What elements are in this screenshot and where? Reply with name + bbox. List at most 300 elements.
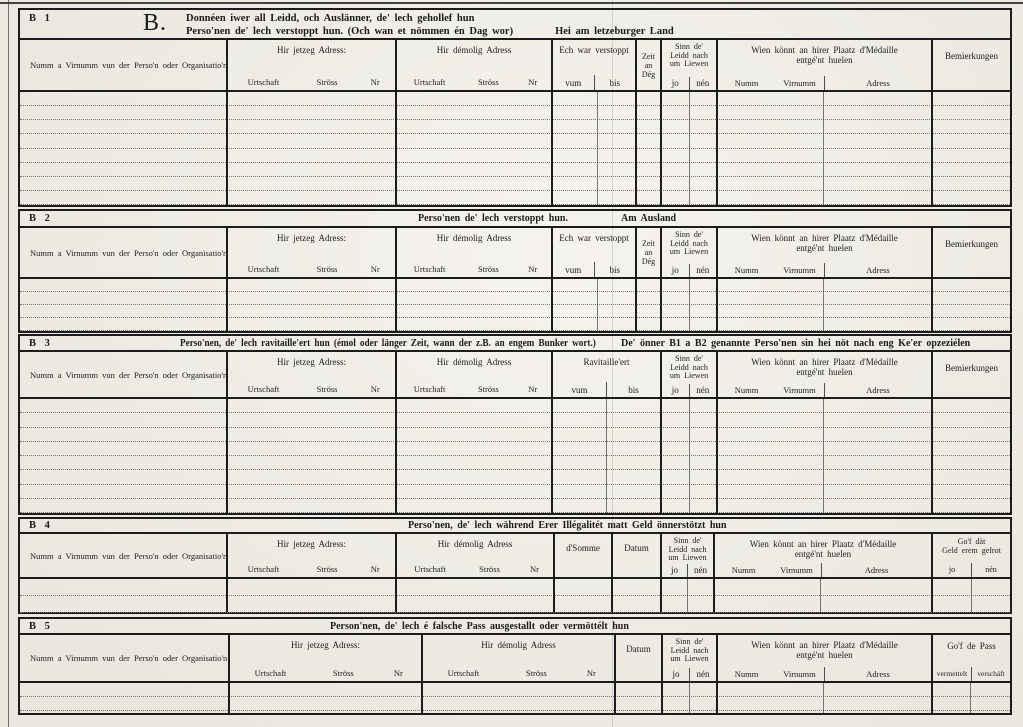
col-former-address-label: Hir démolig Adress <box>436 45 512 55</box>
col-remarks-label: Bemierkungen <box>945 363 998 373</box>
section-b1-header <box>20 40 1010 92</box>
section-b3-body <box>20 399 1010 513</box>
col-former-address-label: Hir démolig Adress <box>436 233 512 243</box>
subcol-stross: Ströss <box>525 668 547 678</box>
subcol-jo: jo <box>948 565 956 574</box>
subcols-address <box>397 264 551 277</box>
section-b1-body <box>20 92 1010 205</box>
subcols-address <box>230 668 421 681</box>
column-divider <box>713 579 715 612</box>
scan-edge-left <box>8 0 9 727</box>
subcols-jo-nen <box>933 563 1010 577</box>
section-b1 <box>18 8 1012 207</box>
section-b5-title: Person'nen, de' lech é falsche Pass ausgestallt oder vermöttélt hun <box>330 621 629 632</box>
subcol-nr: Nr <box>370 77 380 87</box>
form-letter: B. <box>143 10 168 36</box>
subcol-virnumm: Virnumm <box>783 669 816 679</box>
column-divider <box>395 399 397 513</box>
subcol-adress: Adress <box>824 76 931 90</box>
section-b3-header <box>20 352 1010 399</box>
subcol-stross: Ströss <box>477 77 499 87</box>
medal-line-1: Wien könnt an hirer Plaatz d'Médaille <box>751 640 898 650</box>
subcol-virnumm: Virnumm <box>780 565 813 575</box>
subcol-vum: vum <box>565 265 582 275</box>
alive-line-3: um Liewen <box>669 59 709 68</box>
column-divider <box>660 279 662 331</box>
money-line-1: Go'f dät <box>957 537 986 546</box>
blank-entry-row <box>20 697 1010 711</box>
subcol-numm: Numm <box>734 385 759 395</box>
title-line-2-right: Hei am letzeburger Land <box>555 26 674 37</box>
subcols-address <box>397 564 553 577</box>
subcol-virnumm: Virnumm <box>783 265 816 275</box>
subcol-jo: jo <box>672 669 680 679</box>
subcol-numm: Numm <box>734 265 759 275</box>
subcols-vum-bis <box>553 75 635 90</box>
subcols-address <box>397 384 551 397</box>
zeit-line-1: Zeit <box>642 239 655 248</box>
col-datum-label: Datum <box>624 543 649 553</box>
col-zeit-an-deg <box>637 228 662 277</box>
col-name <box>20 635 230 681</box>
section-b2-body <box>20 279 1010 331</box>
col-name <box>20 228 228 277</box>
column-divider <box>611 579 613 612</box>
alive-line-1: Sinn de' <box>673 536 702 545</box>
subcol-vum: vum <box>565 78 582 88</box>
subcolumn-divider <box>823 399 824 513</box>
subcol-nen: nén <box>689 384 717 397</box>
subcols-address <box>228 564 395 577</box>
col-name <box>20 534 228 577</box>
col-medal-label <box>718 40 931 65</box>
alive-line-3: um Liewen <box>670 654 709 663</box>
column-divider <box>931 92 933 205</box>
zeit-line-2: an <box>644 60 653 70</box>
alive-line-1: Sinn de' <box>675 42 703 51</box>
subcol-vermettelt: vermettelt <box>936 669 968 678</box>
subcol-urtschaft: Urtschaft <box>413 384 446 394</box>
col-medal-recipient <box>718 40 933 90</box>
section-b3-title-right: De' önner B1 a B2 genannte Perso'nen sin hei nöt nach eng Ke'er opzeziélen <box>621 338 971 349</box>
col-zeit-an-deg <box>637 40 662 90</box>
column-divider <box>660 579 662 612</box>
subcol-bis: bis <box>606 382 660 397</box>
subcol-urtschaft: Urtschaft <box>247 264 280 274</box>
blank-entry-row <box>20 149 1010 163</box>
subcol-urtschaft: Urtschaft <box>414 564 446 574</box>
col-name-label: Numm a Virnumm vun der Perso'n oder Organisatio'n <box>30 369 228 380</box>
column-divider <box>931 399 933 513</box>
blank-entry-row <box>20 579 1010 596</box>
col-current-address-label: Hir jetzeg Adress: <box>291 640 360 650</box>
col-still-alive-label <box>662 228 716 257</box>
col-datum <box>613 534 662 577</box>
subcols-jo-nen <box>662 77 716 90</box>
section-b2-title: Perso'nen de' lech verstoppt hun. <box>418 213 568 224</box>
col-ravitailleert-period <box>553 352 662 397</box>
section-b2-header <box>20 228 1010 279</box>
blank-entry-row <box>20 442 1010 456</box>
blank-entry-row <box>20 456 1010 470</box>
col-current-address-label: Hir jetzeg Adress: <box>277 233 346 243</box>
section-b5 <box>18 617 1012 715</box>
column-divider <box>635 279 637 331</box>
medal-line-2: entgé'nt huelen <box>796 367 853 377</box>
column-divider <box>228 683 230 713</box>
subcol-nen: nén <box>689 668 716 681</box>
section-b4-title: Perso'nen, de' lech während Erer Illégalitét matt Geld önnerstötzt hun <box>408 520 727 531</box>
column-divider <box>931 279 933 331</box>
subcols-medal <box>718 383 931 397</box>
medal-line-2: entgé'nt huelen <box>796 55 853 65</box>
col-still-alive <box>662 352 718 397</box>
subcol-stross: Ströss <box>316 564 338 574</box>
blank-entry-row <box>20 92 1010 106</box>
col-medal-label <box>718 635 931 660</box>
alive-line-3: um Liewen <box>669 247 709 256</box>
subcol-jo: jo <box>671 385 679 395</box>
section-b2-title-row <box>20 211 1010 228</box>
subcolumn-divider <box>689 683 690 713</box>
column-divider <box>716 683 718 713</box>
subcolumn-divider <box>689 399 690 513</box>
blank-entry-row <box>20 191 1010 205</box>
column-divider <box>931 579 933 612</box>
subcol-adress: Adress <box>824 383 931 397</box>
subcol-vum: vum <box>571 385 588 395</box>
blank-entry-row <box>20 683 1010 697</box>
col-money-returned-label <box>933 534 1010 555</box>
col-somme-label: d'Somme <box>566 543 600 553</box>
subcolumn-divider <box>687 579 688 612</box>
subcol-nr: Nr <box>528 264 538 274</box>
subcols-medal <box>718 667 931 681</box>
subcols-jo-nen <box>662 264 716 277</box>
subcol-urtschaft: Urtschaft <box>247 77 280 87</box>
col-current-address <box>228 534 397 577</box>
col-still-alive <box>662 534 715 577</box>
subcols-medal <box>715 563 931 577</box>
col-hidden-label: Ech war verstoppt <box>559 233 629 243</box>
section-b4-title-row <box>20 519 1010 534</box>
column-divider <box>716 399 718 513</box>
subcol-nr: Nr <box>370 264 380 274</box>
col-current-address <box>230 635 423 681</box>
col-still-alive <box>663 635 718 681</box>
column-divider <box>226 92 228 205</box>
zeit-line-2: an <box>644 248 653 257</box>
subcol-jo: jo <box>671 265 679 275</box>
col-money-returned <box>933 534 1010 577</box>
subcol-nr: Nr <box>370 384 380 394</box>
col-datum <box>616 635 663 681</box>
column-divider <box>716 92 718 205</box>
section-b4-body <box>20 579 1010 612</box>
col-former-address <box>397 228 553 277</box>
col-medal-label <box>718 228 931 253</box>
col-remarks <box>933 352 1010 397</box>
subcol-stross: Ströss <box>316 264 338 274</box>
column-divider <box>421 683 423 713</box>
blank-entry-row <box>20 279 1010 292</box>
subcol-urtschaft: Urtschaft <box>413 77 446 87</box>
subcol-nen: nén <box>689 264 717 277</box>
column-divider <box>395 579 397 612</box>
subcols-address <box>228 77 395 90</box>
subcolumn-divider <box>689 279 690 331</box>
subcol-jo: jo <box>670 565 678 575</box>
col-current-address <box>228 228 397 277</box>
subcols-jo-nen <box>662 384 716 397</box>
col-former-address <box>423 635 616 681</box>
zeit-line-3: Dég <box>641 257 656 266</box>
column-divider <box>553 579 555 612</box>
subcols-vum-bis <box>553 382 660 397</box>
col-name <box>20 352 228 397</box>
subcolumn-divider <box>823 683 824 713</box>
subcols-medal <box>718 263 931 277</box>
subcolumn-divider <box>597 279 598 331</box>
section-b4 <box>18 517 1012 614</box>
zeit-line-3: Dég <box>641 69 656 79</box>
subcolumn-divider <box>820 579 821 612</box>
col-name-label: Numm a Virnumm vun der Perso'n oder Organisatio'n <box>30 653 228 663</box>
col-hidden-label: Ech war verstoppt <box>559 45 629 55</box>
scan-edge-top <box>0 2 1023 4</box>
alive-line-3: um Liewen <box>668 553 707 562</box>
section-b2-label: B 2 <box>29 213 52 224</box>
column-divider <box>931 683 933 713</box>
blank-entry-row <box>20 413 1010 427</box>
column-divider <box>226 579 228 612</box>
column-divider <box>395 279 397 331</box>
subcols-pass <box>933 667 1010 681</box>
subcols-address <box>397 77 551 90</box>
section-b3-label: B 3 <box>29 338 52 349</box>
column-divider <box>226 399 228 513</box>
col-still-alive <box>662 228 718 277</box>
col-former-address <box>397 40 553 90</box>
alive-line-2: Leidd nach <box>670 362 708 372</box>
section-b2-title-right: Am Ausland <box>621 213 677 224</box>
blank-entry-row <box>20 305 1010 318</box>
subcol-stross: Ströss <box>316 384 338 394</box>
column-divider <box>614 683 616 713</box>
subcol-adress: Adress <box>821 563 931 577</box>
subcol-bis: bis <box>594 262 636 277</box>
alive-line-2: Leidd nach <box>668 544 707 554</box>
column-divider <box>226 279 228 331</box>
section-b1-title <box>186 12 674 38</box>
medal-line-1: Wien könnt an hirer Plaatz d'Médaille <box>751 357 898 367</box>
column-divider <box>660 92 662 205</box>
subcol-jo: jo <box>671 78 679 88</box>
medal-line-2: entgé'nt huelen <box>796 243 853 253</box>
section-b4-label: B 4 <box>29 520 52 531</box>
subcol-stross: Ströss <box>332 668 354 678</box>
col-current-address-label: Hir jetzeg Adress: <box>277 45 346 55</box>
column-divider <box>660 399 662 513</box>
section-b1-title-row <box>20 10 1010 40</box>
subcol-virnumm: Virnumm <box>783 78 816 88</box>
subcol-nen: nén <box>689 77 717 90</box>
col-still-alive-label <box>663 635 716 664</box>
col-still-alive-label <box>662 534 713 563</box>
subcol-adress: Adress <box>824 667 931 681</box>
money-line-2: Geld erem gefrot <box>942 545 1001 555</box>
col-remarks-label: Bemierkungen <box>945 51 998 61</box>
col-current-address <box>228 40 397 90</box>
medal-line-2: entgé'nt huelen <box>796 650 853 660</box>
alive-line-1: Sinn de' <box>675 354 703 363</box>
col-remarks <box>933 228 1010 277</box>
section-b2 <box>18 209 1012 333</box>
subcol-bis: bis <box>594 75 636 90</box>
section-b5-body <box>20 683 1010 713</box>
col-former-address-label: Hir démolig Adress <box>437 539 513 549</box>
col-current-address-label: Hir jetzeg Adress: <box>277 357 346 367</box>
blank-entry-row <box>20 499 1010 513</box>
subcol-stross: Ströss <box>479 564 500 574</box>
subcolumn-divider <box>606 399 607 513</box>
subcolumn-divider <box>823 279 824 331</box>
col-name-label: Numm a Virnumm vun der Perso'n oder Organisatio'n <box>30 247 228 258</box>
col-pass-provided-label: Go'f de Pass <box>947 641 996 651</box>
col-medal-recipient <box>718 352 933 397</box>
subcols-address <box>228 264 395 277</box>
col-medal-recipient <box>715 534 933 577</box>
col-remarks-label: Bemierkungen <box>945 239 998 249</box>
subcol-stross: Ströss <box>316 77 338 87</box>
col-still-alive-label <box>662 40 716 69</box>
alive-line-1: Sinn de' <box>675 230 703 239</box>
section-b5-label: B 5 <box>29 621 52 632</box>
col-former-address-label: Hir démolig Adress <box>436 357 512 367</box>
col-somme <box>555 534 613 577</box>
subcol-numm: Numm <box>731 565 756 575</box>
subcol-urtschaft: Urtschaft <box>247 384 280 394</box>
subcol-nr: Nr <box>586 668 596 678</box>
blank-entry-row <box>20 318 1010 331</box>
subcolumn-divider <box>689 92 690 205</box>
subcolumn-divider <box>597 92 598 205</box>
blank-entry-row <box>20 106 1010 120</box>
blank-entry-row <box>20 177 1010 191</box>
blank-entry-row <box>20 485 1010 499</box>
col-former-address-label: Hir démolig Adress <box>481 640 556 650</box>
subcol-stross: Ströss <box>477 384 499 394</box>
medal-line-2: entgé'nt huelen <box>794 549 852 559</box>
subcols-address <box>423 668 614 681</box>
col-medal-recipient <box>718 228 933 277</box>
column-divider <box>551 279 553 331</box>
subcol-numm: Numm <box>734 78 759 88</box>
col-medal-label <box>715 534 931 559</box>
alive-line-2: Leidd nach <box>670 645 709 655</box>
zeit-line-1: Zeit <box>642 51 655 61</box>
subcolumn-divider <box>971 579 972 612</box>
col-hidden-period <box>553 40 637 90</box>
col-remarks <box>933 40 1010 90</box>
medal-line-1: Wien könnt an hirer Plaatz d'Médaille <box>749 539 897 549</box>
alive-line-3: um Liewen <box>669 371 709 380</box>
subcol-nr: Nr <box>370 564 380 574</box>
col-name-label: Numm a Virnumm vun der Perso'n oder Organisatio'n <box>30 60 228 70</box>
subcol-verschaft: verscháft <box>971 667 1010 681</box>
col-name-label: Numm a Virnumm vun der Perso'n oder Organisatio'n <box>30 550 228 561</box>
column-divider <box>661 683 663 713</box>
subcols-medal <box>718 76 931 90</box>
column-divider <box>395 92 397 205</box>
subcolumn-divider <box>970 683 971 713</box>
subcols-jo-nen <box>662 564 713 577</box>
col-former-address <box>397 534 555 577</box>
col-hidden-period <box>553 228 637 277</box>
alive-line-2: Leidd nach <box>670 238 708 248</box>
col-current-address <box>228 352 397 397</box>
section-b3-title: Perso'nen, de' lech ravitaille'ert hun (émol oder länger Zeit, wann der z.B. an engem Bunker wort.) <box>180 338 596 349</box>
subcols-vum-bis <box>553 262 635 277</box>
blank-entry-row <box>20 399 1010 413</box>
subcol-urtschaft: Urtschaft <box>413 264 446 274</box>
blank-entry-row <box>20 596 1010 613</box>
alive-line-1: Sinn de' <box>675 637 704 646</box>
alive-line-2: Leidd nach <box>670 50 708 60</box>
subcol-nen: nén <box>971 563 1010 577</box>
subcol-nr: Nr <box>528 384 538 394</box>
medal-line-1: Wien könnt an hirer Plaatz d'Médaille <box>751 45 898 55</box>
subcolumn-divider <box>823 92 824 205</box>
col-former-address <box>397 352 553 397</box>
section-b3-title-row <box>20 336 1010 352</box>
subcol-nen: nén <box>687 564 713 577</box>
section-b4-header <box>20 534 1010 579</box>
title-line-2 <box>186 25 674 38</box>
column-divider <box>551 399 553 513</box>
subcols-jo-nen <box>663 668 716 681</box>
blank-entry-row <box>20 163 1010 177</box>
section-b1-label: B 1 <box>29 13 52 24</box>
col-still-alive <box>662 40 718 90</box>
col-medal-recipient <box>718 635 933 681</box>
subcol-nr: Nr <box>393 668 403 678</box>
blank-entry-row <box>20 292 1010 305</box>
subcols-address <box>228 384 395 397</box>
subcol-virnumm: Virnumm <box>783 385 816 395</box>
column-divider <box>635 92 637 205</box>
subcol-urtschaft: Urtschaft <box>247 564 280 574</box>
title-line-2-text: Perso'nen de' lech verstoppt hun. (Och wan et nömmen én Dag wor) <box>186 26 514 37</box>
section-b3 <box>18 334 1012 515</box>
subcol-nr: Nr <box>530 564 539 574</box>
col-medal-label <box>718 352 931 377</box>
col-still-alive-label <box>662 352 716 381</box>
col-name <box>20 40 228 90</box>
title-line-1: Donnéen iwer all Leidd, och Auslänner, de' lech gehollef hun <box>186 13 475 24</box>
col-datum-label: Datum <box>626 644 651 654</box>
blank-entry-row <box>20 120 1010 134</box>
blank-entry-row <box>20 470 1010 484</box>
col-current-address-label: Hir jetzeg Adress: <box>277 539 346 549</box>
subcol-urtschaft: Urtschaft <box>447 668 480 678</box>
column-divider <box>716 279 718 331</box>
subcol-numm: Numm <box>734 669 759 679</box>
subcol-adress: Adress <box>824 263 931 277</box>
section-b5-title-row <box>20 619 1010 635</box>
blank-entry-row <box>20 428 1010 442</box>
section-b5-header <box>20 635 1010 683</box>
